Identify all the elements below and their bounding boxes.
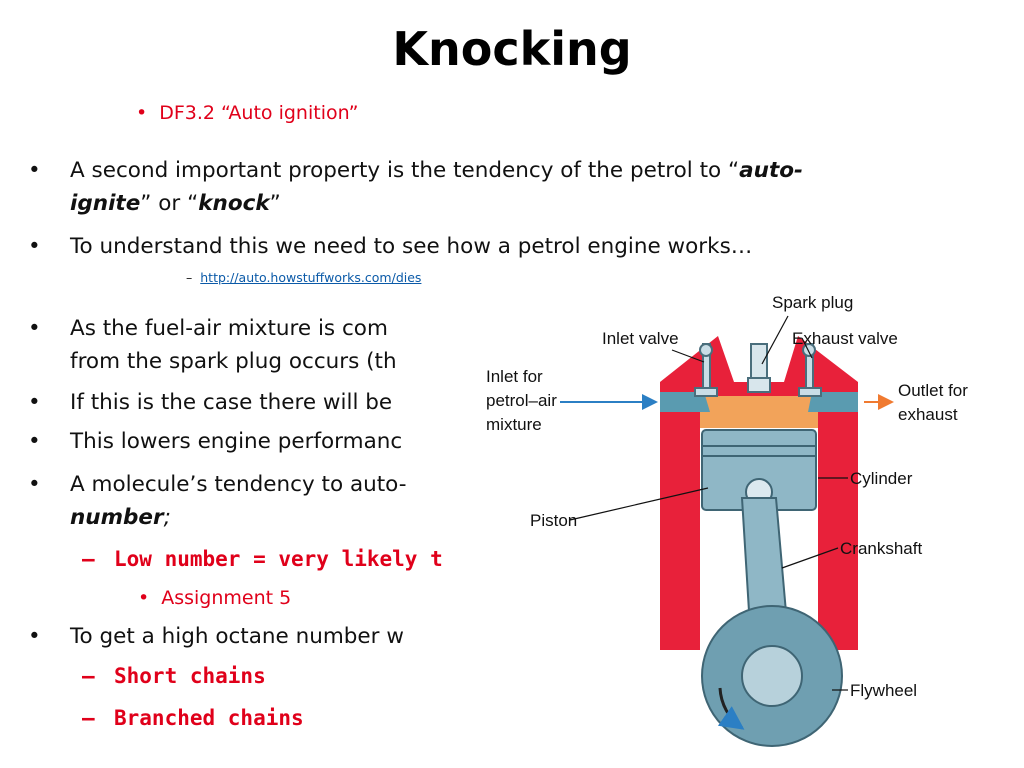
sub-bullet-branched-chains [82, 706, 304, 730]
sub-bullet-text: Branched chains [114, 706, 304, 730]
sub-bullet-text: Short chains [114, 664, 266, 688]
engine-diagram-svg [472, 278, 1020, 748]
spark-plug [748, 344, 770, 392]
assignment-text: Assignment 5 [161, 587, 292, 609]
bullet-dot: • [28, 316, 41, 341]
howstuffworks-link[interactable]: http://auto.howstuffworks.com/dies [200, 270, 422, 285]
sub-bullet-text: Low number = very likely t [114, 547, 443, 571]
label-inlet-valve: Inlet valve [602, 329, 679, 348]
bullet-text: This lowers engine performanc [70, 429, 403, 454]
bullet-dot: • [136, 102, 148, 124]
bullet-dot: • [28, 390, 41, 415]
bullet-text-line2: from the spark plug occurs (th [70, 349, 397, 374]
bullet-text-line2: number; [70, 505, 171, 530]
bullet-text: If this is the case there will be [70, 390, 393, 415]
engine-diagram [472, 278, 1020, 748]
label-outlet-1: Outlet for [898, 381, 968, 400]
label-flywheel: Flywheel [850, 681, 918, 700]
slide-title: Knocking [392, 22, 632, 76]
label-piston: Piston [530, 511, 578, 530]
link-row [186, 270, 421, 285]
dash-marker: – [82, 664, 95, 688]
bullet-text-line1: A second important property is the tendency of the petrol to “auto- [70, 158, 803, 183]
bullet-dot: • [28, 624, 41, 649]
reference-bullet [136, 102, 358, 124]
bullet-dot: • [28, 429, 41, 454]
dash-marker: – [82, 706, 95, 730]
label-inlet-for-2: petrol–air [486, 391, 557, 410]
bullet-dot: • [28, 234, 41, 259]
bullet-dot: • [28, 472, 41, 497]
bullet-dot: • [28, 158, 41, 183]
label-cylinder: Cylinder [850, 469, 913, 488]
reference-text: DF3.2 “Auto ignition” [159, 102, 359, 124]
bullet-text-line1: As the fuel-air mixture is com [70, 316, 388, 341]
cylinder-wall-left [660, 428, 700, 650]
label-spark-plug: Spark plug [772, 293, 854, 312]
bullet-text-line1: A molecule’s tendency to auto- [70, 472, 407, 497]
bullet-text: To understand this we need to see how a petrol engine works… [70, 234, 753, 259]
bullet-text: To get a high octane number w [70, 624, 404, 649]
sub-bullet-short-chains [82, 664, 266, 688]
dash-marker: – [82, 547, 95, 571]
label-crankshaft: Crankshaft [840, 539, 923, 558]
label-outlet-2: exhaust [898, 405, 958, 424]
bullet-text-line2: ignite” or “knock” [70, 191, 281, 216]
label-inlet-for-3: mixture [486, 415, 542, 434]
label-inlet-for-1: Inlet for [486, 367, 543, 386]
combustion-chamber [700, 396, 818, 428]
bullet-dot: • [138, 587, 150, 609]
sub-bullet-low-number [82, 547, 443, 571]
dash-marker: – [186, 270, 193, 285]
label-exhaust-valve: Exhaust valve [792, 329, 898, 348]
assignment-bullet [138, 587, 291, 609]
